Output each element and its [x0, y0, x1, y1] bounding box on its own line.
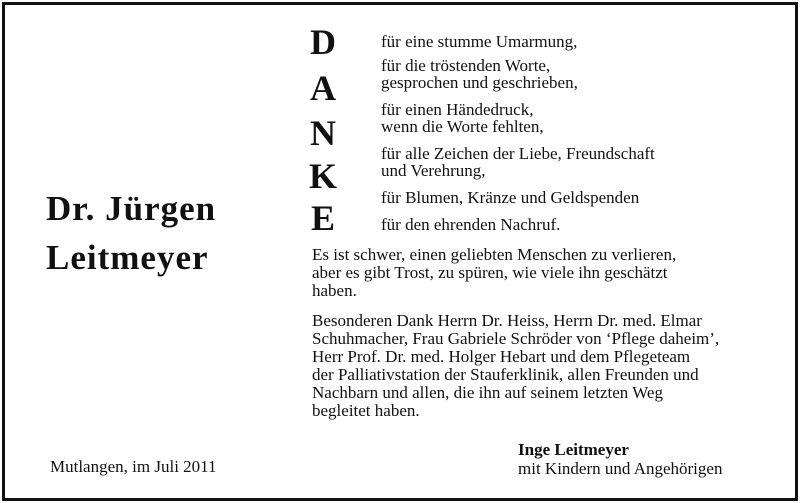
thanks-line: für einen Händedruck,: [381, 100, 534, 119]
signature-family: mit Kindern und Angehörigen: [518, 459, 723, 478]
deceased-name-line1: Dr. Jürgen: [46, 189, 217, 228]
thanks-line: für die tröstenden Worte,: [381, 56, 551, 75]
paragraph2-line: Besonderen Dank Herrn Dr. Heiss, Herrn Dr. med. Elmar: [312, 311, 702, 330]
paragraph1-line: Es ist schwer, einen geliebten Menschen zu verlieren,: [312, 245, 677, 264]
paragraph2-line: Nachbarn und allen, die ihn auf seinem letzten Weg: [312, 383, 663, 402]
paragraph2-line: begleitet haben.: [312, 401, 420, 420]
thanks-line: für Blumen, Kränze und Geldspenden: [381, 188, 640, 207]
thanks-line: für den ehrenden Nachruf.: [381, 215, 561, 234]
paragraph2-line: der Palliativstation der Stauferklinik, allen Freunden und: [312, 365, 699, 384]
thanks-line: und Verehrung,: [381, 161, 486, 180]
thanks-line: wenn die Worte fehlten,: [381, 117, 544, 136]
thanks-line: für eine stumme Umarmung,: [381, 32, 578, 51]
paragraph1-line: haben.: [312, 281, 357, 300]
danke-letter-a: A: [310, 68, 336, 108]
thanks-line: für alle Zeichen der Liebe, Freundschaft: [381, 144, 655, 163]
danke-letter-k: K: [308, 156, 337, 196]
deceased-name-line2: Leitmeyer: [46, 238, 209, 277]
thanks-line: gesprochen und geschrieben,: [381, 73, 578, 92]
signature-name: Inge Leitmeyer: [518, 440, 629, 459]
danke-letter-n: N: [310, 113, 336, 153]
paragraph2-line: Herr Prof. Dr. med. Holger Hebart und dem Pflegeteam: [312, 347, 691, 366]
danke-letter-e: E: [310, 198, 335, 238]
paragraph2-line: Schuhmacher, Frau Gabriele Schröder von ‘Pflege daheim’,: [312, 329, 720, 348]
danke-letter-d: D: [310, 22, 336, 62]
place-date: Mutlangen, im Juli 2011: [50, 457, 217, 476]
paragraph1-line: aber es gibt Trost, zu spüren, wie viele ihn geschätzt: [312, 263, 668, 282]
